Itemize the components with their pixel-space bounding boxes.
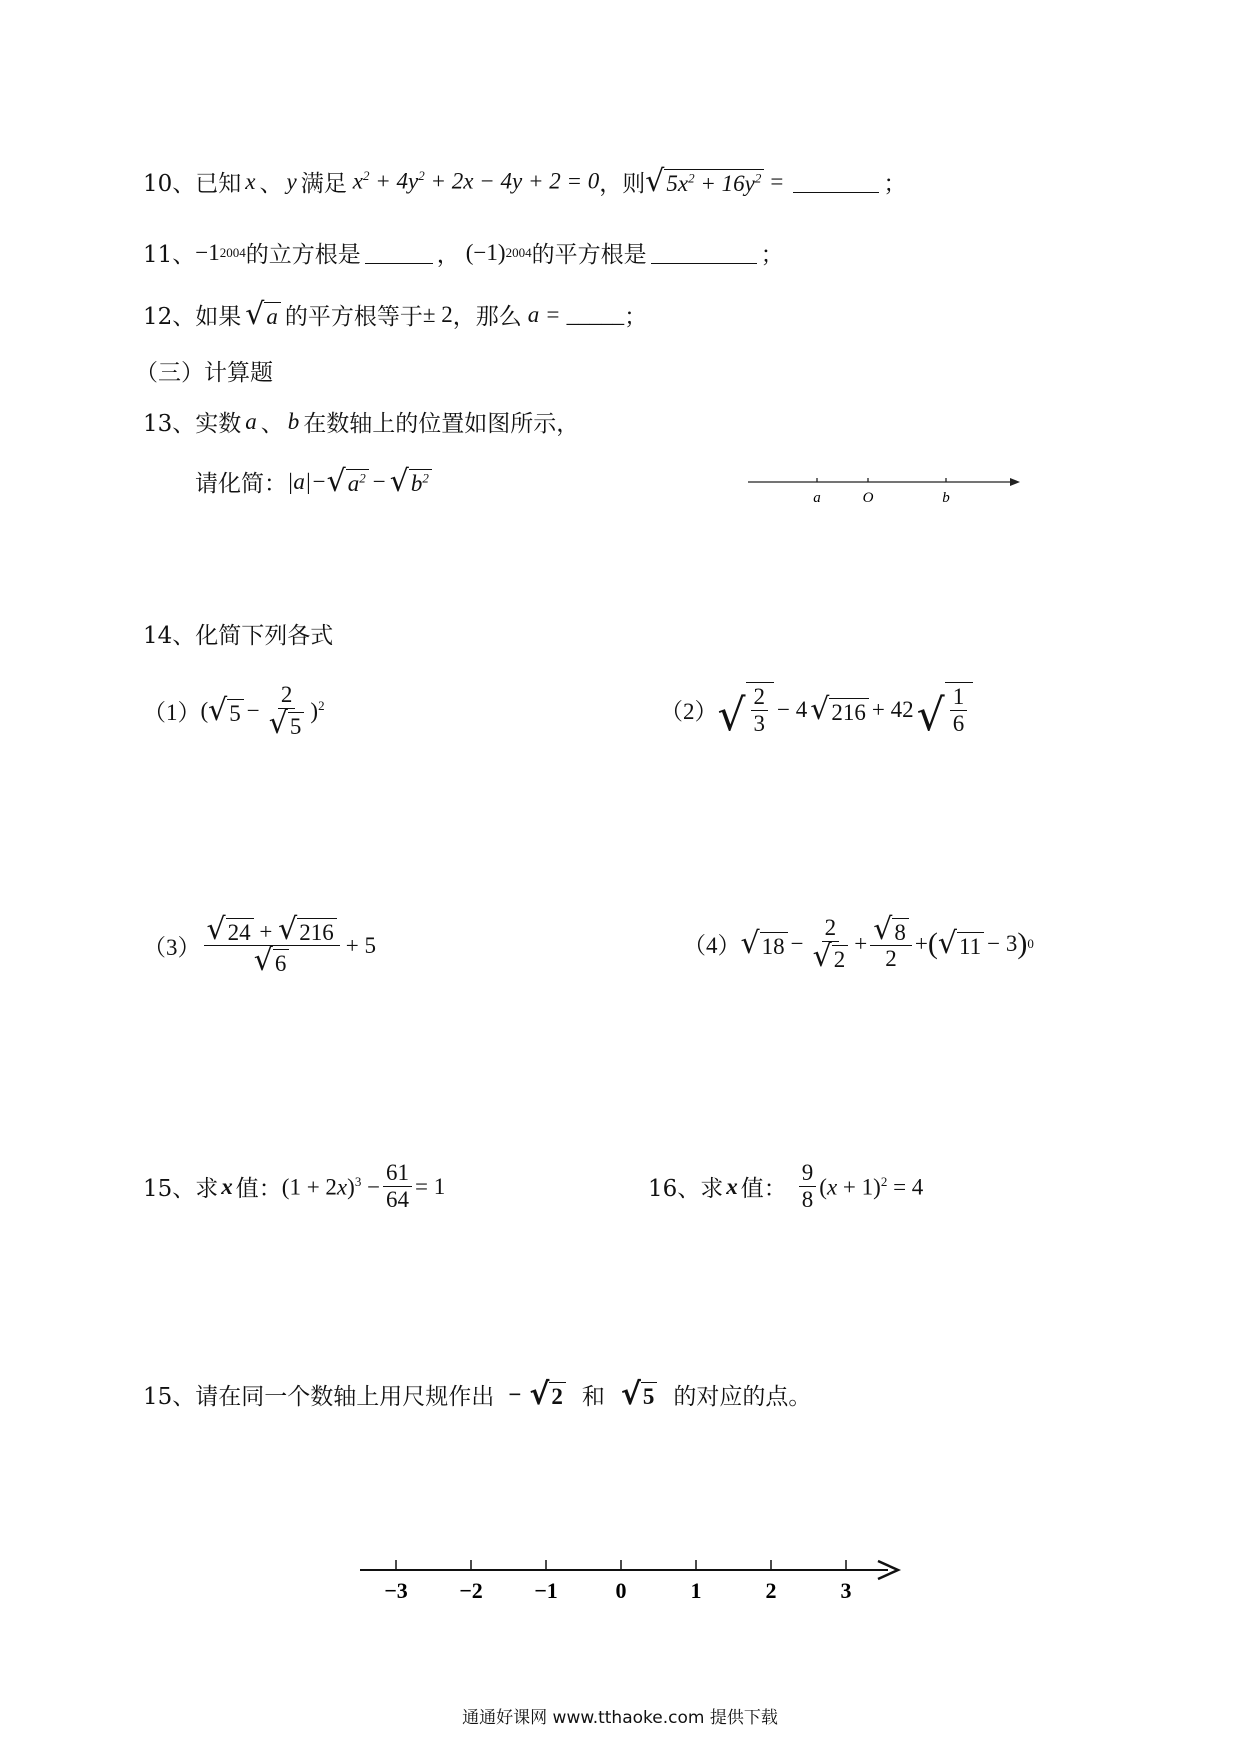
- axis-tick-label: 1: [690, 1578, 702, 1603]
- question-11: [143, 236, 784, 269]
- q10-radical: √ $5x^2 + 16y^2$: [645, 167, 764, 197]
- question-10: 10、 已知 x 、 y 满足 $x^2 + 4y^2 + 2x - 4y + 2 = 0$ ，则 √ $5x^2 + 16y^2$ = ；: [143, 163, 907, 199]
- q11-base1: −1: [195, 239, 220, 265]
- section-title: （三）计算题: [135, 360, 273, 386]
- q16-text: 求: [700, 1176, 724, 1203]
- q13-expression: |a|−: [287, 468, 327, 494]
- q14-p2-rad3: √ $\frac{1}{6}$: [917, 682, 974, 738]
- q12-end: ；: [624, 304, 648, 330]
- footer: 通通好课网 www.tthaoke.com 提供下载: [462, 1708, 778, 1728]
- q14-p3-label: （3）: [143, 935, 201, 961]
- axis-tick-label: 0: [615, 1578, 627, 1603]
- q14-p1-label: （1）: [143, 700, 201, 726]
- q12-radical: √ a: [245, 300, 281, 330]
- q14-p2-label: （2）: [660, 699, 718, 725]
- q14-p4-rad1: √ 18: [741, 929, 788, 959]
- q11-exp2: 2004: [505, 244, 532, 260]
- q14-p3-frac: √ 24 + √ 216 √ 6: [204, 915, 340, 977]
- q14-part3: （3） √ 24 + √ 216 √ 6 + 5: [143, 912, 376, 979]
- q14-p2-rad2: √ 216: [810, 695, 869, 725]
- question-15: 15、 求 x 值： $(1 + 2x)^3$ − $\frac{61}{64}$ = 1: [143, 1160, 446, 1213]
- q10-text2: 满足: [300, 171, 347, 197]
- q15-text2: 值：: [235, 1176, 282, 1203]
- q13-var-b: b: [287, 408, 300, 434]
- q14-part2: （2） √ $\frac{2}{3}$ − 4 √ 216 + 42 √ $\frac{1}{6}$: [660, 682, 973, 738]
- q17-rad1: √ 2: [529, 1380, 566, 1410]
- axis-tick-label: −3: [384, 1578, 408, 1603]
- q13-simplify-label: 请化简：: [195, 471, 287, 497]
- q14-p4-rad2: √ 11: [938, 929, 984, 959]
- axis-tick-label: −2: [459, 1578, 483, 1603]
- q11-end: ；: [760, 242, 784, 268]
- bottom-number-line: [350, 1548, 910, 1608]
- q13-var-a: a: [245, 408, 257, 434]
- q13-radical-b: √ $b^2$: [390, 467, 432, 497]
- q10-text3: ，则: [599, 171, 646, 197]
- q15-text: 求: [195, 1176, 219, 1203]
- q11-exp1: 2004: [219, 244, 246, 260]
- q17-and: 和: [581, 1384, 605, 1410]
- q12-blank[interactable]: _____: [566, 301, 625, 327]
- q16-text2: 值：: [740, 1176, 787, 1203]
- q14-p2-rad1: √ $\frac{2}{3}$: [718, 682, 775, 738]
- q13-radical-a: √ $a^2$: [327, 467, 369, 497]
- q12-text2: 的平方根等于: [284, 304, 423, 330]
- q13-label-o: O: [862, 490, 874, 506]
- q12-text3: ，那么: [452, 304, 522, 330]
- q10-equation: $x^2 + 4y^2 + 2x - 4y + 2 = 0$: [352, 168, 600, 194]
- question-13: [143, 405, 579, 438]
- q12-lhs: a =: [527, 301, 561, 327]
- q14-part1: （1） ( √ 5 − 2 √ 5 )$^2$: [143, 682, 325, 742]
- q16-number: 16、: [648, 1176, 701, 1203]
- q11-comma: ，: [436, 242, 460, 268]
- q11-text1: 的立方根是: [245, 242, 361, 268]
- question-16: [648, 1160, 923, 1214]
- q15-equation: $(1 + 2x)^3$ −: [281, 1173, 381, 1200]
- q17-text: 请在同一个数轴上用尺规作出: [195, 1384, 495, 1410]
- q16-equation: $(x + 1)^2 = 4$: [819, 1173, 924, 1200]
- q14-p1-rad1: √ 5: [208, 696, 244, 726]
- q13-label-a: a: [813, 490, 821, 506]
- q11-text2: 的平方根是: [531, 242, 647, 268]
- q12-text1: 如果: [195, 304, 242, 330]
- q15-var-x: x: [221, 1173, 233, 1199]
- q13-label-b: b: [942, 490, 950, 506]
- q13-sep: 、: [260, 411, 284, 437]
- q14-p4-frac2: √ 8 2: [870, 915, 912, 973]
- q13-text1: 实数: [195, 411, 242, 437]
- q11-number: 11、: [143, 242, 196, 268]
- q12-pm: ± 2: [422, 301, 453, 327]
- q13-text2: 在数轴上的位置如图所示，: [303, 411, 580, 437]
- q14-number: 14、: [143, 623, 196, 649]
- q10-end: ；: [883, 171, 907, 197]
- q12-number: 12、: [143, 304, 196, 330]
- q14-p1-frac: 2 √ 5: [266, 682, 308, 740]
- axis-tick-label: 2: [765, 1578, 777, 1603]
- q13-number: 13、: [143, 411, 196, 437]
- q14-text: 化简下列各式: [195, 623, 334, 649]
- q13-simplify: 请化简： |a|− √ $a^2$ − √ $b^2$: [195, 465, 432, 498]
- axis-tick-label: −1: [534, 1578, 558, 1603]
- q16-var-x: x: [726, 1173, 738, 1199]
- q14-p4-label: （4）: [683, 933, 741, 959]
- q10-answer-blank[interactable]: [793, 170, 879, 193]
- q15-number: 15、: [143, 1176, 196, 1203]
- q14-p4-frac1: 2 √ 2: [810, 915, 852, 973]
- question-construct: 15、 请在同一个数轴上用尺规作出 − √ 2 和 √ 5 的对应的点。: [143, 1376, 812, 1412]
- q11-base2: (−1): [465, 239, 506, 265]
- q10-text: 已知: [195, 171, 242, 197]
- q14-part4: （4） √ 18 − 2 √ 2 + √ 8 2 + ( √ 11 − 3 ) 0: [683, 912, 1034, 975]
- q11-blank1[interactable]: [365, 241, 433, 264]
- axis-tick-label: 3: [840, 1578, 852, 1603]
- question-12: [143, 298, 647, 331]
- q10-var-x: x: [245, 168, 256, 194]
- q11-blank2[interactable]: [651, 241, 757, 264]
- q15-frac: $\frac{61}{64}$: [383, 1160, 412, 1214]
- q16-frac: $\frac{9}{8}$: [799, 1160, 817, 1214]
- q17-rad2: √ 5: [621, 1380, 658, 1410]
- q10-var-y: y: [286, 168, 297, 194]
- q17-number: 15、: [143, 1384, 196, 1410]
- q10-sep: 、: [259, 171, 283, 197]
- q10-number: 10、: [143, 171, 196, 197]
- q13-number-line: [740, 470, 1030, 510]
- question-14: [143, 617, 333, 650]
- section-heading: [135, 354, 273, 387]
- q17-tail: 的对应的点。: [673, 1384, 812, 1410]
